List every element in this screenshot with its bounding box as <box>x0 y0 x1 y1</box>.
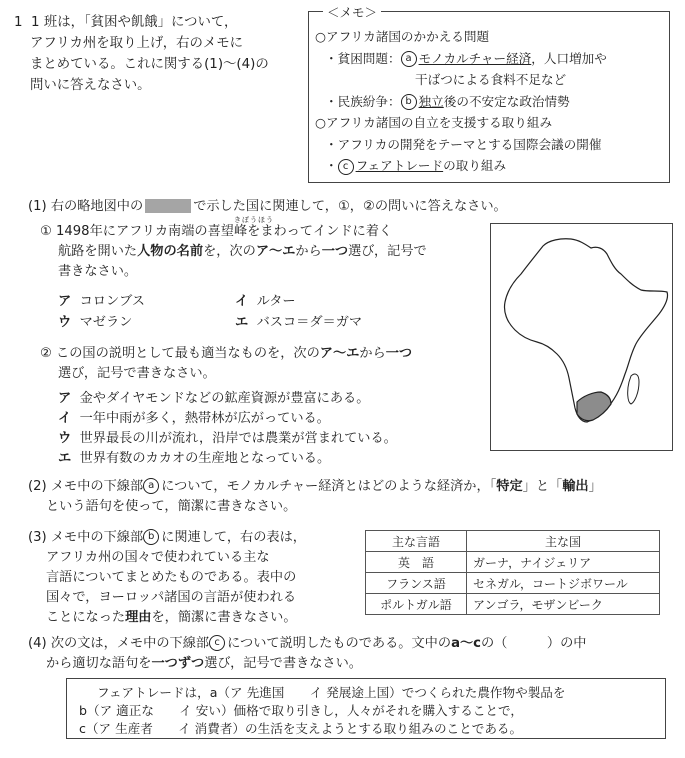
q4-d: の（ ）の中 <box>480 636 587 651</box>
q2-keyword-1: 特定 <box>496 479 523 494</box>
q1-heading-a: (1) 右の略地図中の <box>28 199 144 214</box>
underline-c-text: フェアトレード <box>355 158 444 173</box>
s1-b: 人物の名前 <box>137 244 204 259</box>
option-u <box>58 313 132 333</box>
s1-c: を，次の <box>203 244 256 259</box>
memo-box <box>308 5 670 183</box>
table-row <box>366 552 660 573</box>
q3-line-5 <box>46 608 297 628</box>
q1-1-line-2 <box>58 242 427 262</box>
opt-e-key: エ <box>235 315 249 330</box>
ruby-kibouhou: きぼうほう <box>234 216 274 224</box>
memo-title: ＜メモ＞ <box>323 3 381 21</box>
s1-g: 選び，記号で <box>348 244 427 259</box>
support-bullet: ・ <box>325 158 338 173</box>
memo-heading-problems: ○アフリカ諸国のかかえる問題 <box>315 29 490 44</box>
mark-b-icon: b <box>401 94 417 110</box>
q2-line-2: という語句を使って，簡潔に書きなさい。 <box>46 499 297 514</box>
intro-line-2: アフリカ州を取り上げ，右のメモに <box>30 36 244 51</box>
support-line-1: ・アフリカの開発をテーマとする国際会議の開催 <box>325 136 602 152</box>
q1-1-line-3: 書きなさい。 <box>58 264 138 279</box>
q1-2-line-1 <box>40 344 412 364</box>
q2-c: 」と「 <box>522 479 563 494</box>
choice-u-key: ウ <box>58 431 72 446</box>
q4-mark-c-icon: c <box>209 635 225 651</box>
table-row <box>366 573 660 594</box>
q4-l2-a: から適切な語句を <box>46 656 152 671</box>
s2-a: ② この国の説明として最も適当なものを，次の <box>40 346 320 361</box>
s1-a: 航路を開いた <box>58 244 138 259</box>
choice-u-text: 世界最長の川が流れ，沿岸では農業が営まれている。 <box>79 431 397 446</box>
choice-a-key: ア <box>58 391 72 406</box>
choice-e-key: エ <box>58 451 72 466</box>
q3-a: (3) メモ中の下線部 <box>28 530 144 545</box>
memo-heading-support: ○アフリカ諸国の自立を支援する取り組み <box>315 115 553 130</box>
opt-a-key: ア <box>58 294 72 309</box>
opt-u-text: マゼラン <box>79 315 133 330</box>
table-header-row <box>366 531 660 552</box>
q3-line-1 <box>28 528 306 548</box>
q3-line-3: 言語についてまとめたものである。表中の <box>46 570 297 585</box>
poverty-rest: ，人口増加や <box>531 50 607 66</box>
q1-heading <box>28 197 507 217</box>
q4-line-2 <box>46 654 362 674</box>
choice-i <box>58 409 330 429</box>
choice-a-text: 金やダイヤモンドなどの鉱産資源が豊富にある。 <box>79 391 370 406</box>
q2-line-1 <box>28 477 602 497</box>
africa-map-svg <box>491 224 672 450</box>
q2-b: について，モノカルチャー経済とはどのような経済か，「 <box>161 479 497 494</box>
mark-c-icon: c <box>338 159 354 175</box>
opt-e-text: バスコ＝ダ＝ガマ <box>256 315 363 330</box>
q2-mark-a-icon: a <box>143 478 159 494</box>
q1-heading-b: で示した国に関連して，①，②の問いに答えなさい。 <box>193 199 507 214</box>
s2-b: ア～エ <box>319 346 360 361</box>
ethnic-rest: 後の不安定な政治情勢 <box>443 93 570 109</box>
opt-a-text: コロンブス <box>79 294 145 309</box>
choice-u <box>58 429 397 449</box>
q4-b: について説明したものである。文中の <box>227 636 452 651</box>
q3-b: に関連して，右の表は， <box>161 530 306 545</box>
cell-countries: アンゴラ，モザンビーク <box>467 594 660 615</box>
q3-line-2: アフリカ州の国々で使われている主な <box>46 550 270 565</box>
choice-i-key: イ <box>58 411 72 426</box>
s1-e: から <box>295 244 322 259</box>
intro-line-1: 1 班は，「貧困や飢餓」について， <box>31 15 238 30</box>
africa-map <box>490 223 673 451</box>
choice-e-text: 世界有数のカカオの生産地となっている。 <box>79 451 331 466</box>
q2-d: 」 <box>588 479 602 494</box>
choice-i-text: 一年中雨が多く，熱帯林が広がっている。 <box>79 411 330 426</box>
opt-u-key: ウ <box>58 315 72 330</box>
q3-l5-a: ことになった <box>46 610 126 625</box>
col-header-countries: 主な国 <box>467 531 660 552</box>
q3-line-4: 国々で，ヨーロッパ諸国の言語が使われる <box>46 590 297 605</box>
q1-2-line-2: 選び，記号で書きなさい。 <box>58 366 216 381</box>
col-header-language: 主な言語 <box>366 531 467 552</box>
cell-language: 英 語 <box>366 552 467 573</box>
q1-1-line-1: ① 1498年にアフリカ南端の喜望峰をまわってインドに着く <box>40 224 393 239</box>
s1-d: ア～エ <box>255 244 296 259</box>
support-line-2-rest: の取り組み <box>443 158 507 173</box>
intro-line-3: まとめている。これに関する(1)～(4)の <box>30 57 269 72</box>
q4-c: a～c <box>451 636 481 651</box>
poverty-label: ・貧困問題： <box>325 50 401 66</box>
opt-i-key: イ <box>235 294 249 309</box>
option-a <box>58 292 145 312</box>
q4-line-1 <box>28 634 586 654</box>
cell-language: フランス語 <box>366 573 467 594</box>
table-row <box>366 594 660 615</box>
q4-l2-c: 選び，記号で書きなさい。 <box>204 656 362 671</box>
fairtrade-line-1: フェアトレードは，a（ア 先進国 イ 発展途上国）でつくられた農作物や製品を <box>97 685 566 700</box>
fairtrade-box <box>66 678 666 739</box>
q4-a: (4) 次の文は，メモ中の下線部 <box>28 636 210 651</box>
language-table <box>365 530 660 615</box>
q3-l5-b: 理由 <box>125 610 152 625</box>
intro-line-4: 問いに答えなさい。 <box>30 78 151 93</box>
option-i <box>235 292 296 312</box>
option-e <box>235 313 362 333</box>
q2-keyword-2: 輸出 <box>562 479 589 494</box>
poverty-line-2: 干ばつによる食料不足など <box>415 72 567 87</box>
q4-l2-b: 一つずつ <box>151 656 205 671</box>
legend-grey-box <box>145 199 191 213</box>
s2-d: 一つ <box>385 346 413 361</box>
q3-mark-b-icon: b <box>143 529 159 545</box>
choice-e <box>58 449 330 469</box>
s1-f: 一つ <box>321 244 349 259</box>
ethnic-label: ・民族紛争： <box>325 93 401 109</box>
cell-countries: ガーナ，ナイジェリア <box>467 552 660 573</box>
q3-l5-c: を，簡潔に書きなさい。 <box>151 610 297 625</box>
choice-a <box>58 389 369 409</box>
cell-countries: セネガル，コートジボワール <box>467 573 660 594</box>
cell-language: ポルトガル語 <box>366 594 467 615</box>
s2-c: から <box>359 346 386 361</box>
q2-a: (2) メモ中の下線部 <box>28 479 144 494</box>
fairtrade-line-2: b（ア 適正な イ 安い）価格で取り引きし，人々がそれを購入することで， <box>79 703 523 718</box>
africa-outline <box>504 239 667 422</box>
question-number: 1 <box>14 15 23 30</box>
underline-b-text: 独立 <box>418 93 444 109</box>
madagascar <box>628 374 639 404</box>
underline-a-text: モノカルチャー経済 <box>418 50 532 66</box>
opt-i-text: ルター <box>256 294 296 309</box>
mark-a-icon: a <box>401 51 417 67</box>
question-intro <box>14 12 269 96</box>
fairtrade-line-3: c（ア 生産者 イ 消費者）の生活を支えようとする取り組みのことである。 <box>79 721 523 736</box>
